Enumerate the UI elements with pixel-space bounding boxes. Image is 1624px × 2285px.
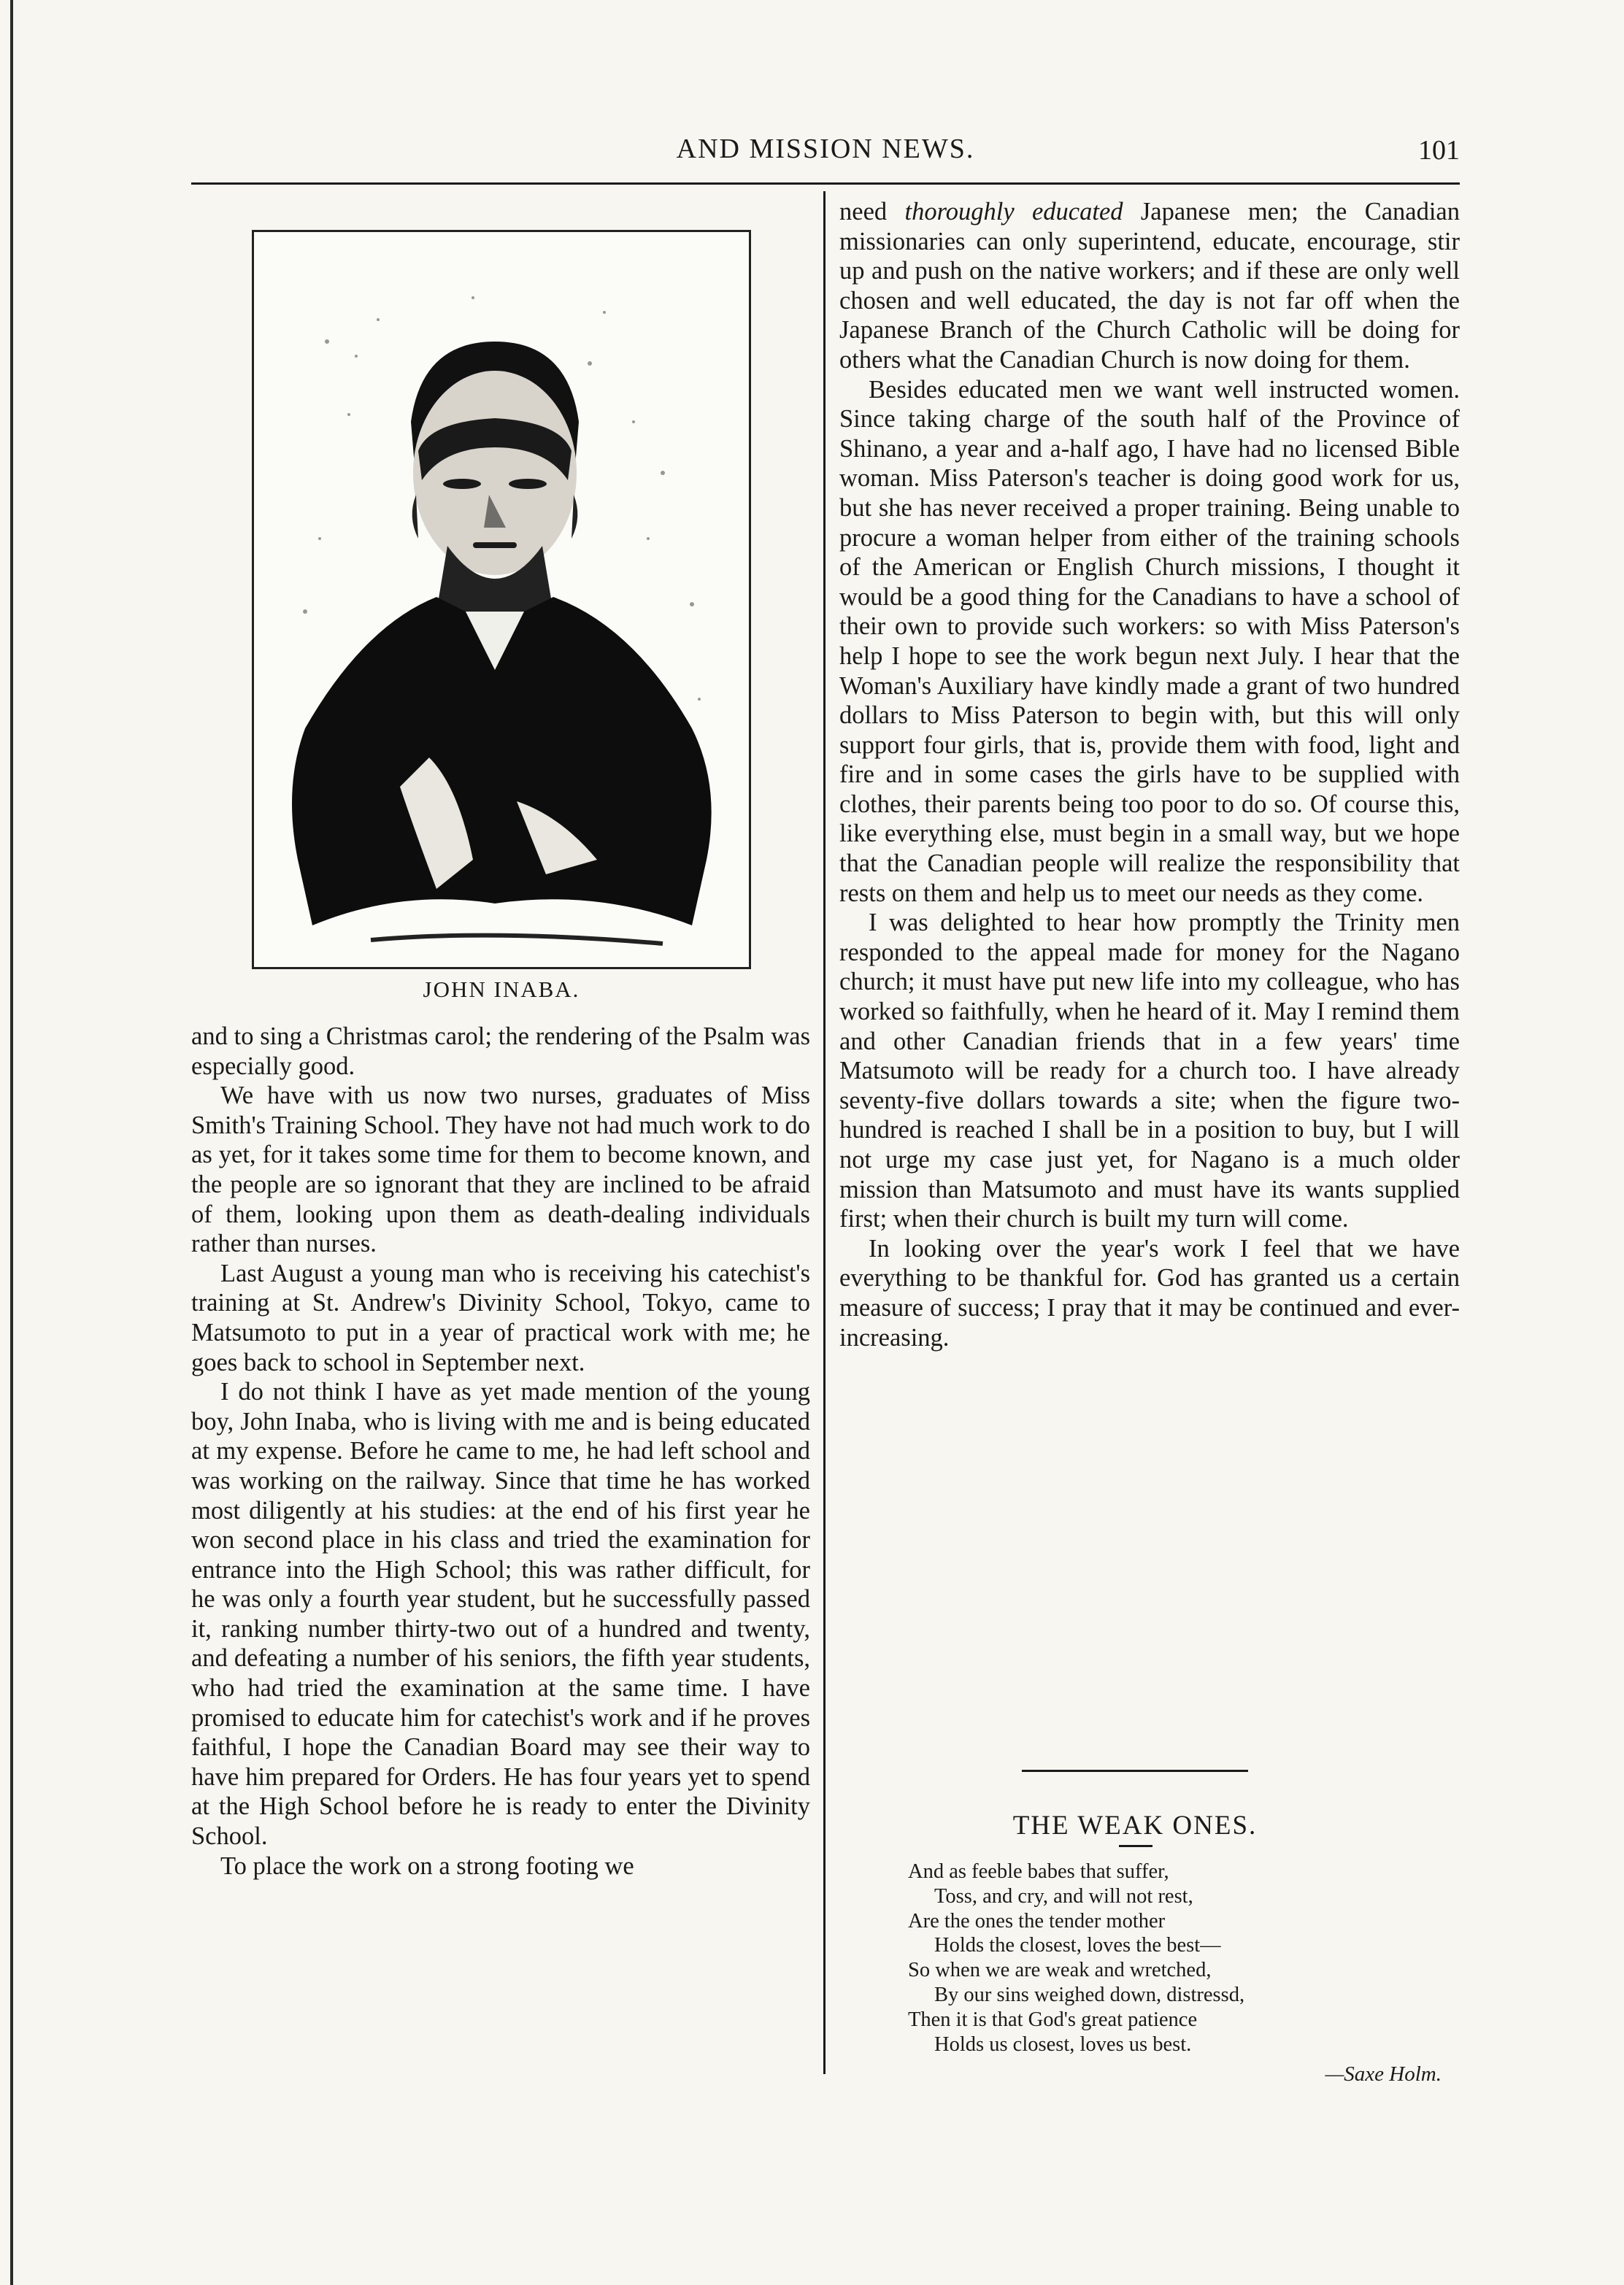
photo-caption: JOHN INABA. [423,976,580,1002]
column-divider [823,191,826,2074]
poem-line: And as feeble babes that suffer, [908,1860,1169,1883]
paragraph: We have with us now two nurses, graduates of Miss Smith's Training School. They have not had much work to do as yet, for it takes some time for them to become known, and the people are so ignorant that they are inclined to be afraid of them, looking upon them as death-dealing individuals rather than nurses. [191,1082,810,1258]
poem-line: Holds the closest, loves the best— [934,1934,1221,1957]
right-column [839,197,1460,1352]
paragraph: To place the work on a strong footing we [220,1851,634,1880]
page-edge-line [10,0,13,2285]
poem-line: Toss, and cry, and will not rest, [934,1884,1193,1908]
paragraph: Besides educated men we want well instructed women. Since taking charge of the south half of the Province of Shinano, a year and a-half ago, I have had no licensed Bible woman. Miss Paterson's teacher is doing good work for us, but she has never received a proper training. Being unable to procure a woman helper from either of the training schools of the American or English Church missions, I thought it would be a good thing for the Canadians to have a school of their own to provide such workers: so with Miss Paterson's help I hope to see the work begun next July. I hear that the Woman's Auxiliary have kindly made a grant of two hundred dollars to Miss Paterson to begin with, but this will only support four girls, that is, provide them with food, light and fire and in some cases the girls have to be supplied with clothes, their parents being too poor to do so. Of course this, like everything else, must begin in a small way, but we hope that the Canadian people will realize the responsibility that rests on them and help us to meet our needs as they come. [839,375,1460,907]
poem-author: —Saxe Holm. [1325,2062,1442,2086]
poem-line: By our sins weighed down, distressd, [934,1983,1245,2006]
paragraph: I was delighted to hear how promptly the Trinity men responded to the appeal made for money for the Nagano church; it must have put new life into my colleague, who has worked so faithfully, when he heard of it. May I remind them and other Canadian friends that in a few years' time Matsumoto will be ready for a church too. I have already seventy-five dollars towards a site; when the figure two-hundred is reached I shall be in a position to buy, but I will not urge my case just yet, for Nagano is a much older mission than Matsumoto and must have its wants supplied first; when their church is built my turn will come. [839,909,1460,1233]
poem [908,1860,1448,2057]
text-run: Japanese men; the Canadian missionaries can only superintend, educate, encourage, stir up and push on the native workers; and if these are only well chosen and well educated, the day is not far off when the Japanese Branch of the Church Catholic will be doing for others what the Canadian Church is now doing for them. [839,198,1460,374]
text-run: need [839,198,905,226]
page-number: 101 [1418,135,1460,166]
poem-line: Then it is that God's great patience [908,2008,1198,2031]
section-rule [1022,1770,1248,1772]
paragraph: I do not think I have as yet made mention of the young boy, John Inaba, who is living with me and is being educated at my expense. Before he came to me, he had left school and was working on the railway. Since that time he has worked most diligently at his studies: at the end of his first year he won second place in his class and tried the examination for entrance into the High School; this was rather difficult, for he was only a fourth year student, but he successfully passed it, ranking number thirty-two out of a hundred and twenty, and defeating a number of his seniors, the fifth year students, who had tried the examination at the same time. I have promised to educate him for catechist's work and if he proves faithful, I hope the Canadian Board may see their way to have him prepared for Orders. He has four years yet to spend at the High School before he is ready to enter the Divinity School. [191,1378,810,1851]
poem-line: Are the ones the tender mother [908,1909,1166,1933]
poem-title: THE WEAK ONES. [1012,1811,1258,1841]
running-title: AND MISSION NEWS. [676,134,975,164]
header-rule [191,182,1460,185]
left-column [191,1022,810,1881]
paragraph: Last August a young man who is receiving his catechist's training at St. Andrew's Divinity School, Tokyo, came to Matsumoto to put in a year of practical work with me; he goes back to school in September next. [191,1259,810,1376]
running-head [191,131,1460,180]
poem-line: So when we are weak and wretched, [908,1959,1212,1982]
portrait-photo [252,230,751,969]
emphasis-text: thoroughly educated [904,198,1123,226]
title-rule [1119,1845,1152,1847]
paragraph: and to sing a Christmas carol; the rendering of the Psalm was especially good. [191,1022,810,1080]
portrait-image [254,232,749,967]
paragraph: In looking over the year's work I feel that we have everything to be thankful for. God has granted us a certain measure of success; I pray that it may be continued and ever-increasing. [839,1234,1460,1352]
paragraph [839,197,1460,375]
poem-line: Holds us closest, loves us best. [934,2032,1192,2056]
